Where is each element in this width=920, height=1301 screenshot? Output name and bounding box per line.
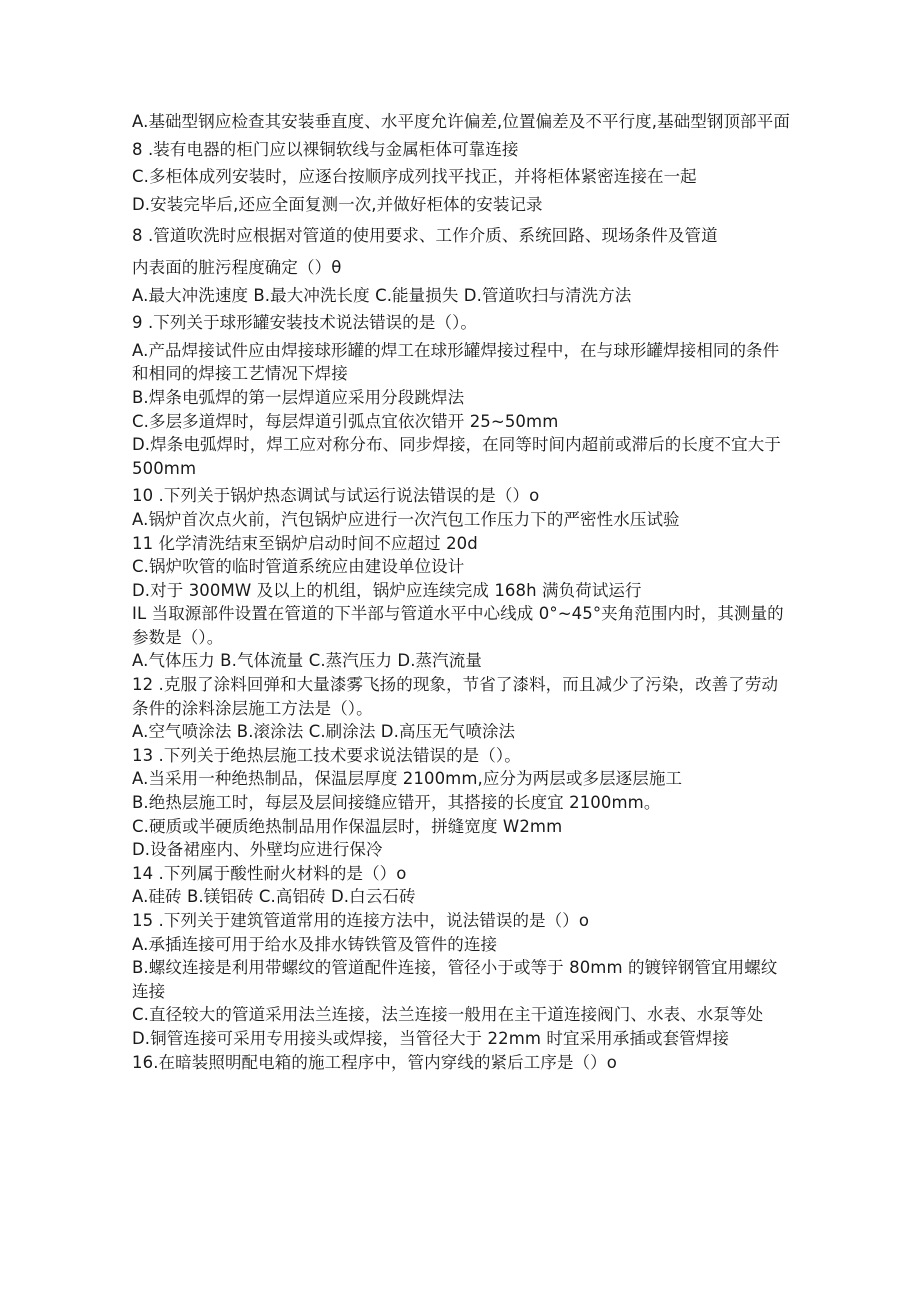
text-line-6: 内表面的脏污程度确定（）θ [132,257,342,277]
text-line-14: A.锅炉首次点火前，汽包锅炉应进行一次汽包工作压力下的严密性水压试验 [132,509,680,529]
text-line-12: D.焊条电弧焊时，焊工应对称分布、同步焊接，在同等时间内超前或滞后的长度不宜大于 500mm [132,435,781,478]
text-line-20: 12 .克服了涂料回弹和大量漆雾飞扬的现象，节省了漆料，而且减少了污染，改善了劳动条件的涂料涂层施工方法是（）。 [132,675,779,718]
text-line-11: C.多层多道焊时，每层焊道引弧点宜依次错开 25~50mm [132,411,559,431]
document-page [132,110,792,1074]
text-line-3: C.多柜体成列安装时，应逐台按顺序成列找平找正，并将柜体紧密连接在一起 [132,167,697,187]
text-line-10: B.焊条电弧焊的第一层焊道应采用分段跳焊法 [132,387,465,407]
text-line-28: A.硅砖 B.镁铝砖 C.高铝砖 D.白云石砖 [132,887,416,907]
text-line-1: A.基础型钢应检查其安装垂直度、水平度允许偏差,位置偏差及不平行度,基础型钢顶部平面 [132,112,790,131]
text-line-25: C.硬质或半硬质绝热制品用作保温层时，拼缝宽度 W2mm [132,816,563,836]
text-line-13: 10 .下列关于锅炉热态调试与试运行说法错误的是（）o [132,486,540,506]
text-line-19: A.气体压力 B.气体流量 C.蒸汽压力 D.蒸汽流量 [132,651,482,671]
text-line-27: 14 .下列属于酸性耐火材料的是（）o [132,863,407,883]
text-line-32: C.直径较大的管道采用法兰连接，法兰连接一般用在主干道连接阀门、水表、水泵等处 [132,1005,764,1025]
text-line-33: D.铜管连接可采用专用接头或焊接，当管径大于 22mm 时宜采用承插或套管焊接 [132,1028,729,1048]
text-line-21: A.空气喷涂法 B.滚涂法 C.刷涂法 D.高压无气喷涂法 [132,722,516,742]
text-line-31: B.螺纹连接是利用带螺纹的管道配件连接，管径小于或等于 80mm 的镀锌钢管宜用螺纹连接 [132,958,778,1001]
text-line-24: B.绝热层施工时，每层及层间接缝应错开，其搭接的长度宜 2100mm。 [132,793,661,813]
text-line-5: 8 .管道吹洗时应根据对管道的使用要求、工作介质、系统回路、现场条件及管道 [132,226,718,246]
text-line-15: 11 化学清洗结束至锅炉启动时间不应超过 20d [132,533,478,553]
text-line-8: 9 .下列关于球形罐安装技术说法错误的是（）。 [132,313,478,333]
text-line-2: 8 .装有电器的柜门应以裸铜软线与金属柜体可靠连接 [132,139,519,159]
text-line-29: 15 .下列关于建筑管道常用的连接方法中，说法错误的是（）o [132,911,590,930]
text-line-23: A.当采用一种绝热制品，保温层厚度 2100mm,应分为两层或多层逐层施工 [132,769,683,789]
text-line-34: 16.在暗装照明配电箱的施工程序中，管内穿线的紧后工序是（）o [132,1052,617,1072]
text-line-26: D.设备裙座内、外壁均应进行保冷 [132,840,383,860]
text-line-4: D.安装完毕后,还应全面复测一次,并做好柜体的安装记录 [132,194,543,214]
text-line-16: C.锅炉吹管的临时管道系统应由建设单位设计 [132,557,465,577]
text-line-7: A.最大冲洗速度 B.最大冲洗长度 C.能量损失 D.管道吹扫与清洗方法 [132,285,632,305]
text-line-9: A.产品焊接试件应由焊接球形罐的焊工在球形罐焊接过程中，在与球形罐焊接相同的条件和相同的焊接工艺情况下焊接 [132,340,780,384]
text-line-30: A.承插连接可用于给水及排水铸铁管及管件的连接 [132,934,498,954]
text-line-22: 13 .下列关于绝热层施工技术要求说法错误的是（）。 [132,745,521,765]
text-line-18: IL 当取源部件设置在管道的下半部与管道水平中心线成 0°~45°夹角范围内时，其测量的参数是（）。 [132,604,784,647]
text-line-17: D.对于 300MW 及以上的机组，锅炉应连续完成 168h 满负荷试运行 [132,580,642,600]
